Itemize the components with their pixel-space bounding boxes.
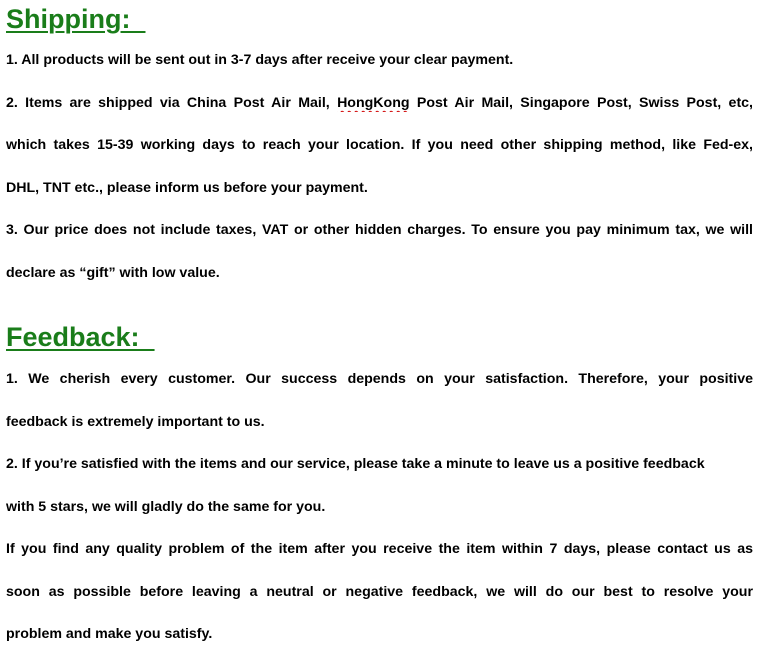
shipping-line-2-end: Post Air Mail, Singapore Post, Swiss Post, etc, <box>409 95 753 111</box>
shipping-line-5: 3. Our price does not include taxes, VAT or other hidden charges. To ensure you pay minimum tax, we will <box>6 222 753 238</box>
shipping-line-2-start: 2. Items are shipped via China Post Air Mail, <box>6 95 338 111</box>
shipping-line-6: declare as “gift” with low value. <box>6 265 220 281</box>
feedback-line-4: with 5 stars, we will gladly do the same for you. <box>6 499 326 515</box>
feedback-line-2: feedback is extremely important to us. <box>6 414 265 430</box>
feedback-line-5: If you find any quality problem of the item after you receive the item within 7 days, please contact us as <box>6 541 753 557</box>
shipping-line-3: which takes 15-39 working days to reach your location. If you need other shipping method, like Fed-ex, <box>6 137 753 153</box>
shipping-line-2 <box>6 94 753 112</box>
feedback-line-1: 1. We cherish every customer. Our success depends on your satisfaction. Therefore, your positive <box>6 371 753 387</box>
feedback-line-6: soon as possible before leaving a neutral or negative feedback, we will do our best to resolve your <box>6 584 753 600</box>
shipping-line-4: DHL, TNT etc., please inform us before your payment. <box>6 180 368 196</box>
shipping-heading: Shipping: <box>6 4 146 34</box>
misspelled-word: HongKong <box>337 95 410 111</box>
shipping-line-1: 1. All products will be sent out in 3-7 days after receive your clear payment. <box>6 52 514 68</box>
feedback-line-7: problem and make you satisfy. <box>6 626 213 642</box>
feedback-line-3: 2. If you’re satisfied with the items and our service, please take a minute to leave us a positive feedback <box>6 456 705 472</box>
feedback-heading: Feedback: <box>6 322 155 352</box>
